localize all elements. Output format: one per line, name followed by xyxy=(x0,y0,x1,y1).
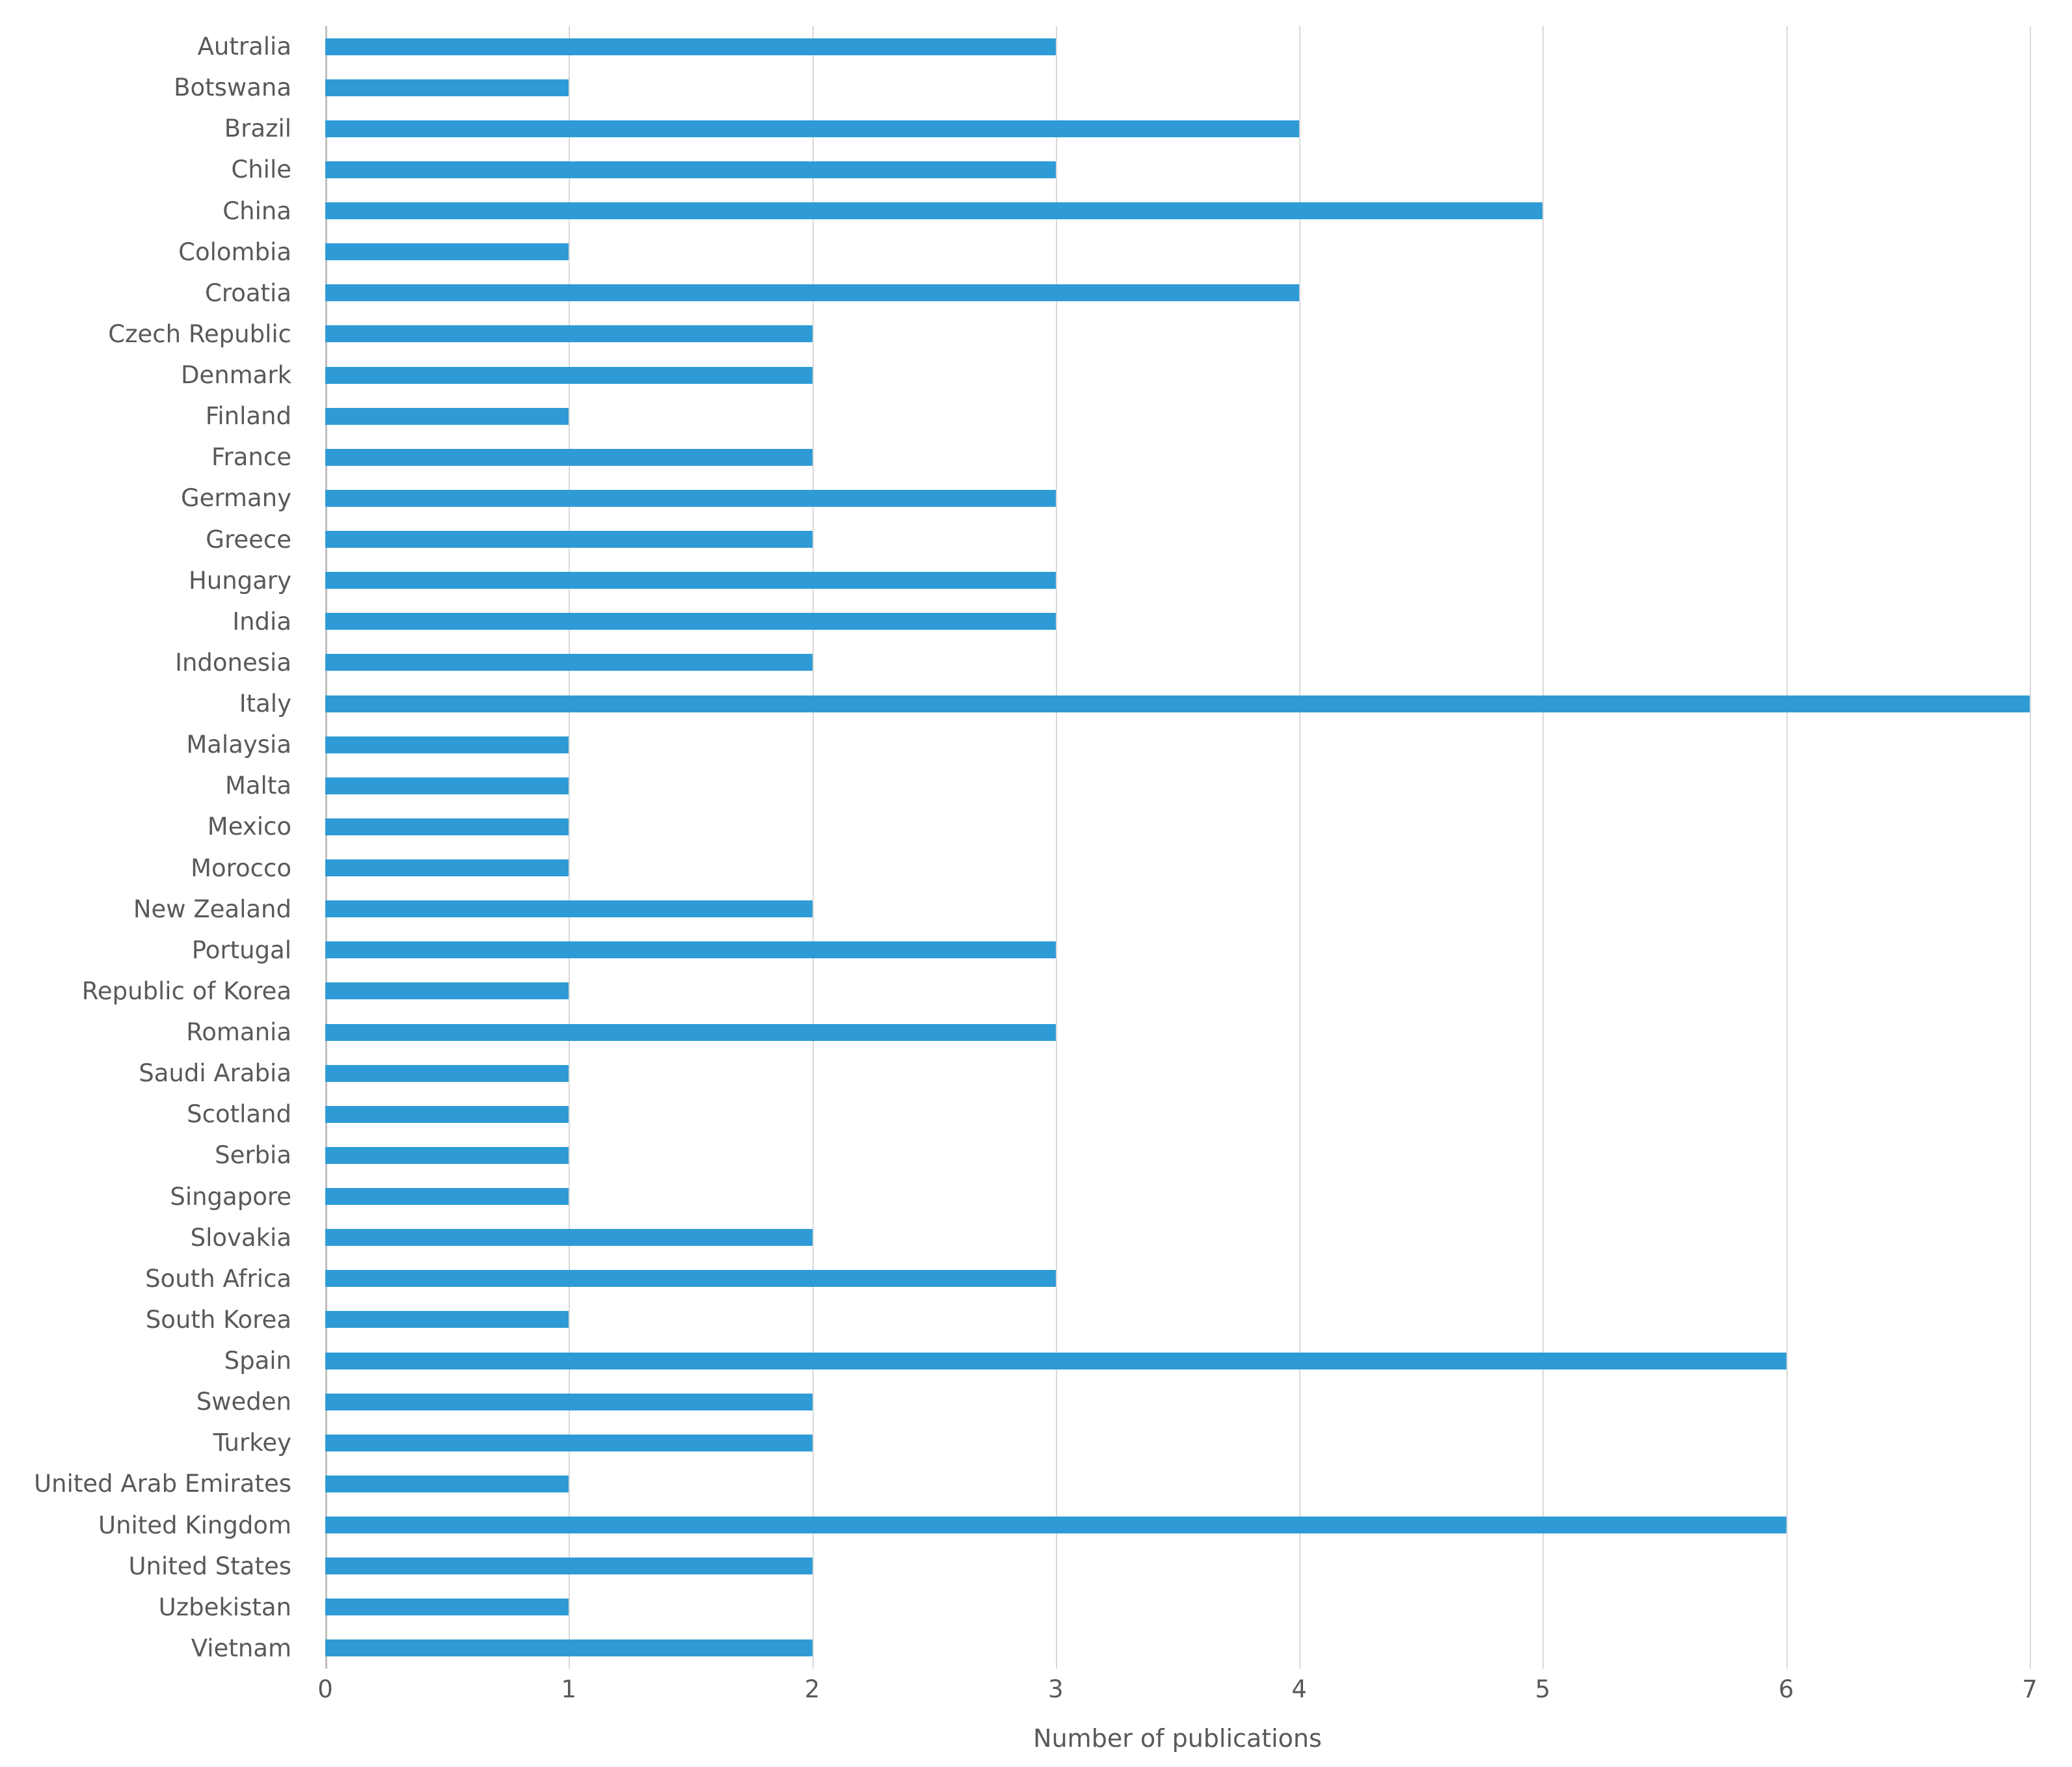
gridline xyxy=(2030,26,2031,1669)
y-axis-label: Singapore xyxy=(170,1182,291,1211)
y-axis-label: Portugal xyxy=(191,936,291,964)
bar xyxy=(325,408,569,425)
bar-row xyxy=(325,273,2030,314)
y-axis-label: United Arab Emirates xyxy=(34,1470,291,1498)
bar xyxy=(325,941,1056,958)
bar-row xyxy=(325,889,2030,930)
bar xyxy=(325,367,813,384)
bar-row xyxy=(325,1546,2030,1587)
bar-row xyxy=(325,560,2030,601)
y-axis-label: Hungary xyxy=(189,566,291,595)
bar-row xyxy=(325,930,2030,971)
y-axis-label: Saudi Arabia xyxy=(139,1059,291,1088)
bar-row xyxy=(325,1094,2030,1135)
y-axis-label: Botswana xyxy=(174,74,291,102)
bar xyxy=(325,1394,813,1410)
bar-rows xyxy=(325,26,2030,1669)
bar xyxy=(325,1517,1786,1533)
bar xyxy=(325,900,813,917)
bar-row xyxy=(325,1258,2030,1299)
bar-row xyxy=(325,191,2030,232)
y-axis-label: Spain xyxy=(224,1347,291,1375)
x-axis-tick-labels xyxy=(317,1675,2038,1714)
y-axis-category-labels xyxy=(0,26,306,1669)
bar xyxy=(325,613,1056,630)
bar xyxy=(325,1229,813,1246)
bar xyxy=(325,1435,813,1451)
bar xyxy=(325,736,569,753)
bar xyxy=(325,449,813,466)
bar xyxy=(325,1353,1786,1369)
bar xyxy=(325,161,1056,178)
y-axis-label: Croatia xyxy=(204,278,291,307)
bar xyxy=(325,1311,569,1328)
y-axis-label: Sweden xyxy=(196,1388,291,1416)
bar-row xyxy=(325,683,2030,724)
y-axis-label: United States xyxy=(128,1552,291,1580)
x-axis-tick-label: 2 xyxy=(804,1675,820,1703)
x-axis-tick-label: 6 xyxy=(1778,1675,1794,1703)
y-axis-label: Denmark xyxy=(180,361,291,390)
y-axis-label: Colombia xyxy=(178,237,291,266)
y-axis-label: United Kingdom xyxy=(98,1511,291,1539)
bar-row xyxy=(325,478,2030,519)
bar xyxy=(325,1476,569,1492)
bar xyxy=(325,243,569,260)
bar xyxy=(325,1147,569,1164)
bar xyxy=(325,1558,813,1574)
y-axis-label: Mexico xyxy=(207,813,291,841)
bar-row xyxy=(325,519,2030,560)
bar-row xyxy=(325,765,2030,806)
bar-row xyxy=(325,26,2030,67)
bar-row xyxy=(325,1628,2030,1669)
x-axis-tick-label: 4 xyxy=(1291,1675,1307,1703)
bar-row xyxy=(325,1422,2030,1463)
x-axis-tick-label: 3 xyxy=(1048,1675,1064,1703)
y-axis-label: Romania xyxy=(186,1018,291,1047)
bar xyxy=(325,1065,569,1082)
bar-row xyxy=(325,396,2030,437)
bar-row xyxy=(325,1587,2030,1628)
bar-row xyxy=(325,1135,2030,1176)
y-axis-label: Malta xyxy=(224,772,291,800)
y-axis-label: Autralia xyxy=(197,33,291,61)
y-axis-label: Turkey xyxy=(213,1429,291,1457)
bar-row xyxy=(325,1217,2030,1258)
bar xyxy=(325,284,1299,301)
y-axis-label: Republic of Korea xyxy=(81,977,291,1005)
y-axis-label: Brazil xyxy=(224,115,291,143)
bar-row xyxy=(325,1299,2030,1340)
bar xyxy=(325,982,569,999)
y-axis-label: Serbia xyxy=(215,1141,291,1170)
bar-row xyxy=(325,1053,2030,1094)
bar xyxy=(325,818,569,835)
y-axis-label: Germany xyxy=(180,484,291,513)
bar xyxy=(325,1270,1056,1287)
y-axis-label: South Africa xyxy=(145,1264,291,1293)
bar xyxy=(325,490,1056,507)
plot-area xyxy=(325,26,2030,1669)
bar xyxy=(325,38,1056,55)
bar-row xyxy=(325,1012,2030,1053)
bar-row xyxy=(325,1463,2030,1504)
bar-row xyxy=(325,601,2030,642)
y-axis-label: China xyxy=(222,196,291,225)
bar-row xyxy=(325,1505,2030,1546)
y-axis-label: Morocco xyxy=(191,854,291,882)
y-axis-label: Scotland xyxy=(187,1100,291,1129)
bar-row xyxy=(325,642,2030,683)
y-axis-label: Vietnam xyxy=(191,1634,291,1662)
bar-row xyxy=(325,232,2030,273)
bar xyxy=(325,531,813,548)
y-axis-label: Greece xyxy=(206,525,291,554)
y-axis-label: Chile xyxy=(231,155,291,184)
y-axis-label: Malaysia xyxy=(186,731,291,759)
y-axis-label: India xyxy=(232,607,291,636)
bar xyxy=(325,859,569,876)
bar xyxy=(325,1106,569,1123)
bar-row xyxy=(325,355,2030,396)
x-axis-tick-label: 0 xyxy=(317,1675,333,1703)
y-axis-label: Italy xyxy=(239,690,291,718)
bar-row xyxy=(325,724,2030,765)
y-axis-label: Slovakia xyxy=(190,1223,291,1252)
x-axis-tick-label: 5 xyxy=(1535,1675,1551,1703)
y-axis-label: Indonesia xyxy=(175,648,291,677)
bar xyxy=(325,1598,569,1615)
bar-row xyxy=(325,314,2030,355)
bar xyxy=(325,120,1299,137)
x-axis-title: Number of publications xyxy=(1033,1724,1322,1753)
bar xyxy=(325,79,569,96)
bar xyxy=(325,695,2030,712)
x-axis-tick-label: 1 xyxy=(561,1675,577,1703)
bar xyxy=(325,1188,569,1205)
bar-row xyxy=(325,437,2030,478)
bar xyxy=(325,1024,1056,1041)
bar-row xyxy=(325,108,2030,149)
bar-row xyxy=(325,1340,2030,1381)
bar-row xyxy=(325,806,2030,847)
bar-row xyxy=(325,971,2030,1012)
bar xyxy=(325,654,813,671)
bar xyxy=(325,572,1056,589)
y-axis-label: South Korea xyxy=(145,1305,291,1334)
bar-row xyxy=(325,1176,2030,1217)
bar xyxy=(325,202,1542,219)
bar xyxy=(325,1639,813,1656)
bar xyxy=(325,325,813,342)
bar-row xyxy=(325,149,2030,190)
bar xyxy=(325,777,569,794)
bar-row xyxy=(325,1381,2030,1422)
y-axis-label: New Zealand xyxy=(133,895,291,923)
y-axis-label: France xyxy=(211,443,291,472)
bar-row xyxy=(325,67,2030,108)
bar-row xyxy=(325,848,2030,889)
x-axis-tick-label: 7 xyxy=(2022,1675,2038,1703)
y-axis-label: Finland xyxy=(205,402,291,431)
y-axis-label: Uzbekistan xyxy=(158,1593,291,1621)
y-axis-label: Czech Republic xyxy=(108,319,291,348)
